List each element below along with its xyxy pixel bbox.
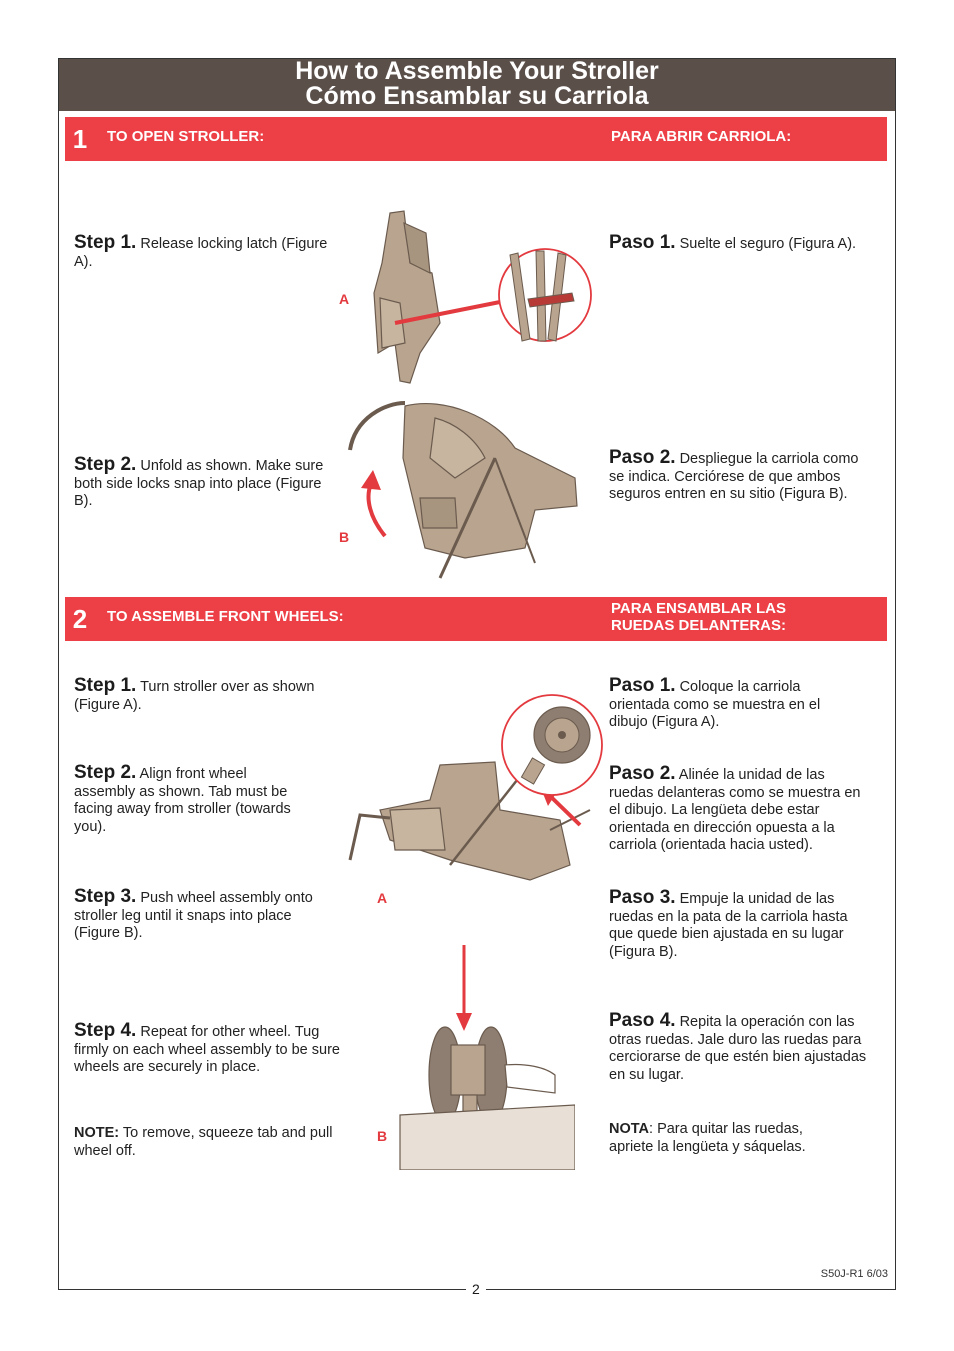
s2-step3-en [74, 888, 336, 943]
s2-step2-en [74, 764, 304, 836]
step-label: Paso 2. [609, 447, 676, 468]
page-title-en: How to Assemble Your Stroller [295, 57, 659, 85]
step-text: Unfold as shown. Make sure both side locks snap into place (Figure B). [74, 458, 324, 509]
s1-step2-es [609, 449, 865, 504]
step-label: Step 1. [74, 675, 137, 696]
heading-es-line2: RUEDAS DELANTERAS: [611, 617, 787, 634]
step-text: Align front wheel assembly as shown. Tab must be facing away from stroller (towards you). [74, 766, 291, 835]
note-text: To remove, squeeze tab and pull wheel off. [74, 1125, 333, 1159]
step-text: Release locking latch (Figure A). [74, 236, 328, 270]
section-2-header [95, 597, 887, 641]
step-label: Step 4. [74, 1020, 137, 1041]
step-text: Repeat for other wheel. Tug firmly on each wheel assembly to be sure wheels are securely in place. [74, 1024, 340, 1075]
section-1-heading-es: PARA ABRIR CARRIOLA: [611, 128, 792, 145]
s1-step1-es [609, 234, 891, 254]
step-label: Step 3. [74, 886, 137, 907]
step-text: Empuje la unidad de las ruedas en la pata de la carriola hasta que quede bien ajustada en su lugar (Figura B). [609, 891, 848, 960]
s2-figure-b-label: B [377, 1128, 388, 1144]
s1-step2-en [74, 456, 332, 511]
s2-step4-en [74, 1022, 350, 1077]
section-2-heading-es [611, 600, 786, 634]
step-label: Paso 1. [609, 232, 676, 253]
section-1-header [95, 117, 887, 161]
s2-note-es [609, 1121, 849, 1156]
s1-figure-a-label: A [339, 291, 350, 307]
step-label: Paso 1. [609, 675, 676, 696]
section-2-heading-en: TO ASSEMBLE FRONT WHEELS: [107, 608, 344, 625]
step-label: Paso 4. [609, 1010, 676, 1031]
section-1-heading-en: TO OPEN STROLLER: [107, 128, 265, 145]
step-text: Turn stroller over as shown (Figure A). [74, 679, 315, 713]
unfolding-stroller-illustration [345, 398, 585, 584]
note-label: NOTE: [74, 1125, 120, 1141]
s2-step2-es [609, 765, 871, 855]
step-text: Repita la operación con las otras ruedas. Jale duro las ruedas para cerciorarse de que estén bien ajustadas en su lugar. [609, 1014, 867, 1083]
page-title-es: Cómo Ensamblar su Carriola [305, 82, 649, 110]
step-text: Coloque la carriola orientada como se muestra en el dibujo (Figura A). [609, 679, 821, 730]
title-bar [59, 59, 895, 111]
s2-note-en [74, 1125, 334, 1160]
s1-step1-en [74, 234, 336, 271]
section-1-number: 1 [65, 117, 95, 161]
step-label: Paso 2. [609, 763, 676, 784]
s2-step4-es [609, 1012, 875, 1084]
note-label: NOTA [609, 1121, 650, 1137]
step-text: Alinée la unidad de las ruedas delanteras como se muestra en el dibujo. La lengüeta debe estar orientada en dirección opuesta a la carriola (orientada hacia usted). [609, 767, 861, 853]
page-number: 2 [466, 1281, 486, 1297]
step-label: Step 1. [74, 232, 137, 253]
s1-figure-b-label: B [339, 529, 350, 545]
s2-figure-a-label: A [377, 890, 388, 906]
heading-es-line1: PARA ENSAMBLAR LAS [611, 600, 786, 617]
wheel-assembly-illustration [395, 945, 575, 1170]
step-text: Push wheel assembly onto stroller leg until it snaps into place (Figure B). [74, 890, 313, 941]
step-text: Despliegue la carriola como se indica. Cerciórese de que ambos seguros entren en su sitio (Figura B). [609, 451, 859, 502]
step-label: Paso 3. [609, 887, 676, 908]
section-2-number: 2 [65, 597, 95, 641]
s2-step1-en [74, 677, 324, 714]
step-label: Step 2. [74, 454, 137, 475]
document-code: S50J-R1 6/03 [820, 1268, 888, 1280]
folded-stroller-illustration [360, 203, 596, 388]
s2-step3-es [609, 889, 875, 961]
s2-step1-es [609, 677, 859, 732]
step-text: Suelte el seguro (Figura A). [679, 236, 857, 252]
upside-down-stroller-illustration [330, 690, 610, 895]
note-text: : Para quitar las ruedas, apriete la lengüeta y sáquelas. [609, 1121, 806, 1155]
step-label: Step 2. [74, 762, 137, 783]
